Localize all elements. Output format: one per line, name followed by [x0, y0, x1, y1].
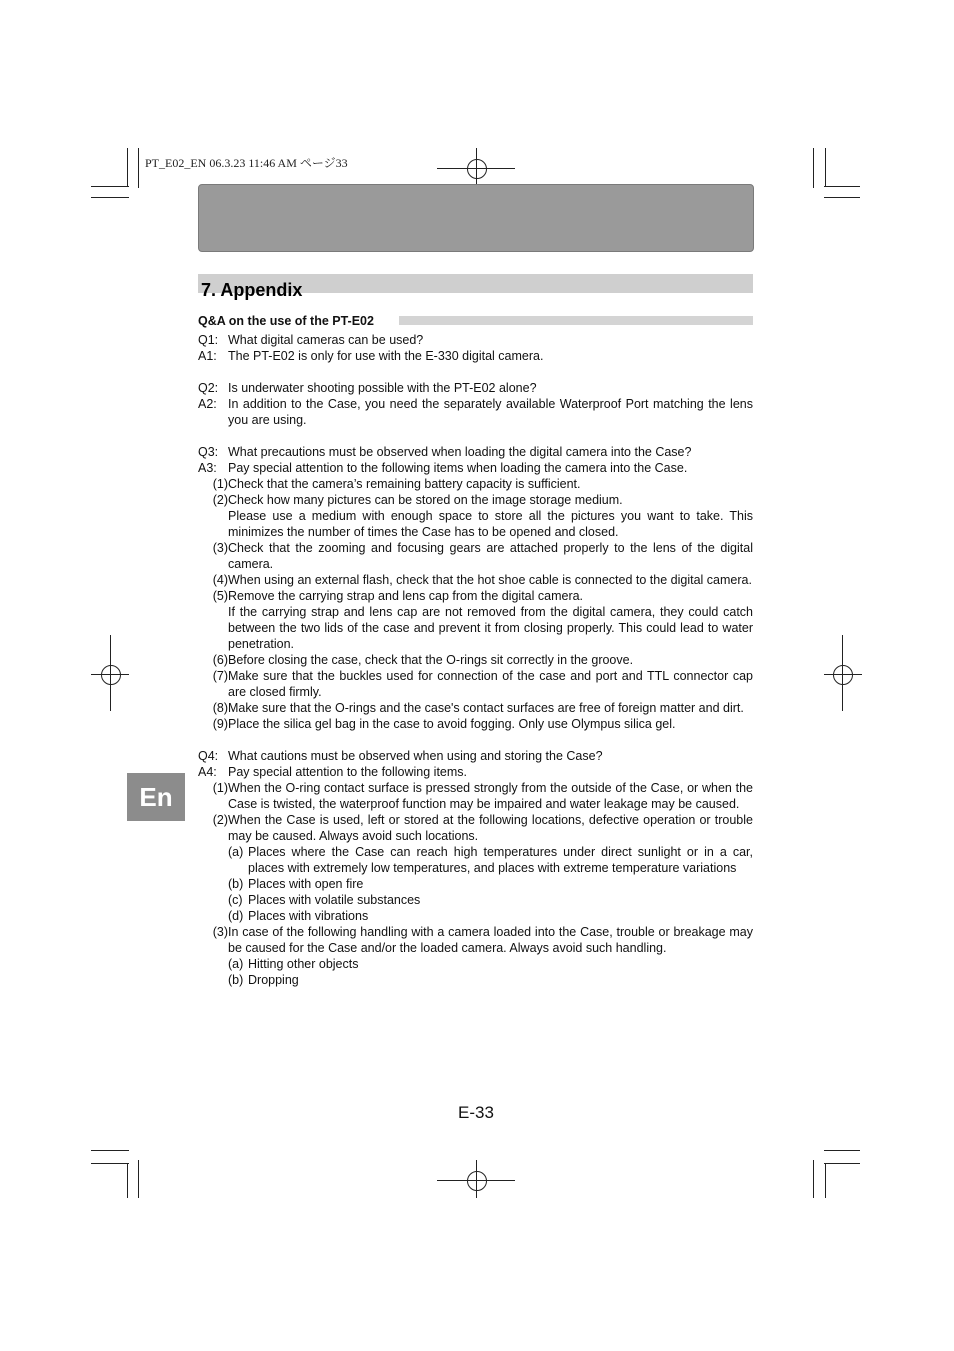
answer-3: A3: Pay special attention to the following items when loading the camera into the Case. — [198, 461, 688, 475]
list-item: (1) When the O-ring contact surface is pressed strongly from the outside of the Case, or when the Case is twisted, the waterproof function may be impaired and water leakage may be caused. — [212, 781, 753, 811]
answer-2: A2: In addition to the Case, you need the separately available Waterproof Port matching the lens you are using. — [198, 397, 753, 427]
list-item-note: If the carrying strap and lens cap are not removed from the digital camera, they could catch between the two lids of the case and prevent it from closing properly. This could lead to water penetration. — [228, 605, 753, 651]
language-tab: En — [127, 773, 185, 821]
list-item-note: Please use a medium with enough space to store all the pictures you want to take. This minimizes the number of times the Case has to be opened and closed. — [228, 509, 753, 539]
list-item: (8) Make sure that the O-rings and the case's contact surfaces are free of foreign matter and dirt. — [212, 701, 744, 715]
question-3: Q3: What precautions must be observed when loading the digital camera into the Case? — [198, 445, 692, 459]
sub-list-item: (d) Places with vibrations — [228, 909, 369, 923]
sub-list-item: (a) Places where the Case can reach high temperatures under direct sunlight or in a car, places with extremely low temperatures, and places with extreme temperature variations — [228, 845, 753, 875]
sub-list-item: (c) Places with volatile substances — [228, 893, 421, 907]
page-number: E-33 — [458, 1103, 494, 1122]
list-item: (1) Check that the camera’s remaining battery capacity is sufficient. — [212, 477, 581, 491]
sub-list-item: (a) Hitting other objects — [228, 957, 359, 971]
sub-list-item: (b) Places with open fire — [228, 877, 364, 891]
list-item: (5) Remove the carrying strap and lens cap from the digital camera. — [212, 589, 584, 603]
question-1: Q1: What digital cameras can be used? — [198, 333, 424, 347]
section-title: 7. Appendix — [201, 280, 303, 300]
answer-1: A1: The PT-E02 is only for use with the E-330 digital camera. — [198, 349, 544, 363]
question-2: Q2: Is underwater shooting possible with the PT-E02 alone? — [198, 381, 537, 395]
list-item: (4) When using an external flash, check that the hot shoe cable is connected to the digital camera. — [212, 573, 752, 587]
subsection-title: Q&A on the use of the PT-E02 — [198, 314, 374, 328]
list-item: (2) When the Case is used, left or stored at the following locations, defective operation or trouble may be caused. Always avoid such locations. — [212, 813, 753, 843]
list-item: (9) Place the silica gel bag in the case to avoid fogging. Only use Olympus silica gel. — [212, 717, 676, 731]
question-4: Q4: What cautions must be observed when using and storing the Case? — [198, 749, 603, 763]
qa-content — [198, 332, 753, 988]
sub-list-item: (b) Dropping — [228, 973, 299, 987]
header-band — [198, 184, 754, 252]
list-item: (6) Before closing the case, check that the O-rings sit correctly in the groove. — [212, 653, 634, 667]
list-item: (3) In case of the following handling with a camera loaded into the Case, trouble or breakage may be caused for the Case and/or the loaded camera. Always avoid such handling. — [212, 925, 753, 955]
subsection-bar — [399, 316, 753, 325]
list-item: (3) Check that the zooming and focusing gears are attached properly to the lens of the digital camera. — [212, 541, 753, 571]
print-slug: PT_E02_EN 06.3.23 11:46 AM ページ33 — [145, 156, 348, 170]
answer-4: A4: Pay special attention to the following items. — [198, 765, 468, 779]
answer-4-list — [198, 780, 753, 988]
list-item: (7) Make sure that the buckles used for connection of the case and port and TTL connector cap are closed firmly. — [212, 669, 753, 699]
answer-3-list — [198, 476, 753, 732]
list-item: (2) Check how many pictures can be stored on the image storage medium. — [212, 493, 623, 507]
